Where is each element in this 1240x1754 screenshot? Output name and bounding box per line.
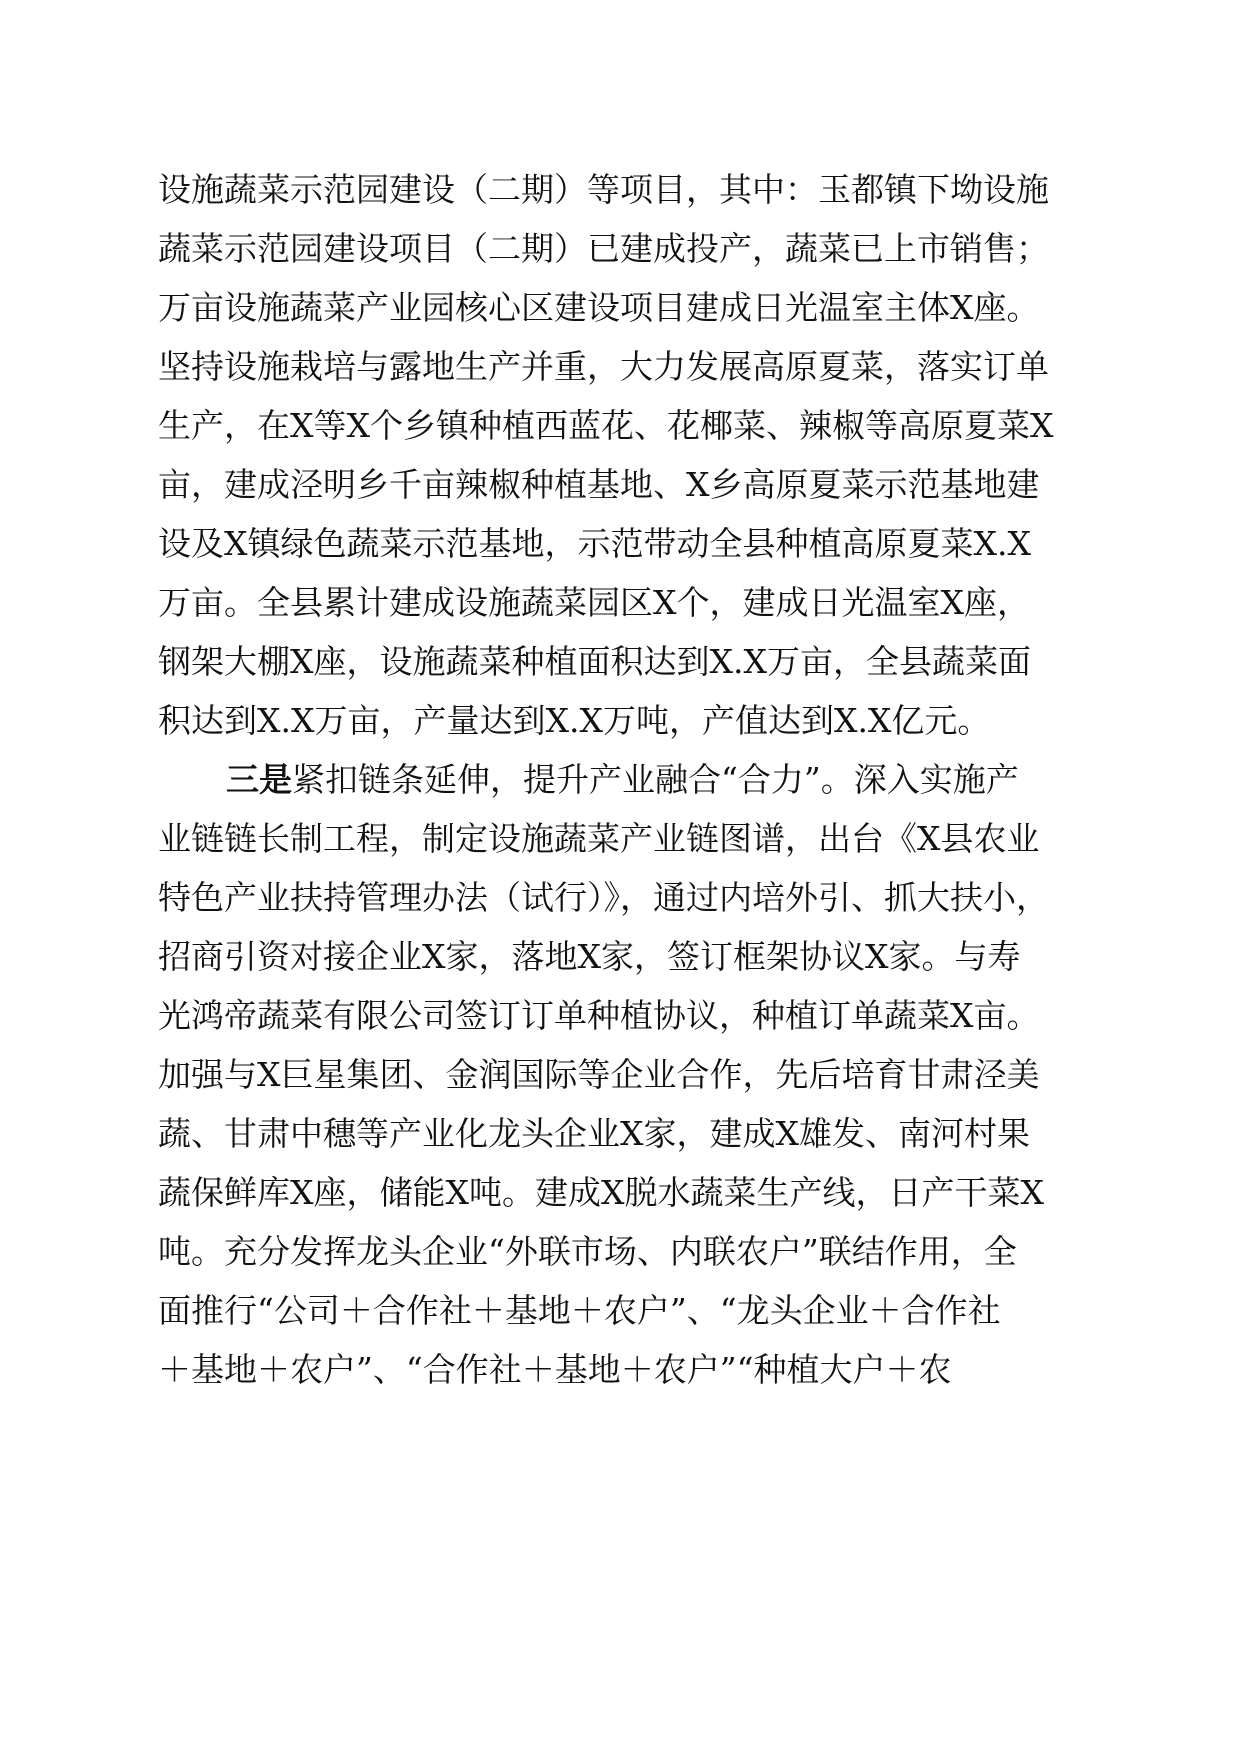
text-line: 生产，在X等X个乡镇种植西蓝花、花椰菜、辣椒等高原夏菜X: [158, 406, 1054, 445]
text-line: 面推行“公司＋合作社＋基地＋农户”、“龙头企业＋合作社: [158, 1291, 1001, 1330]
text-line: 坚持设施栽培与露地生产并重，大力发展高原夏菜，落实订单: [158, 347, 1049, 386]
text-line: 特色产业扶持管理办法（试行）》，通过内培外引、抓大扶小，: [158, 878, 1049, 917]
text-line: 业链链长制工程，制定设施蔬菜产业链图谱，出台《X县农业: [158, 819, 1040, 858]
paragraph-lead-bold: 三是: [226, 760, 292, 799]
text-line: 钢架大棚X座，设施蔬菜种植面积达到X.X万亩，全县蔬菜面: [158, 642, 1031, 681]
text-line: 蔬保鲜库X座，储能X吨。建成X脱水蔬菜生产线，日产干菜X: [158, 1173, 1044, 1212]
text-line: 光鸿帝蔬菜有限公司签订订单种植协议，种植订单蔬菜X亩。: [158, 996, 1040, 1035]
text-line: 万亩设施蔬菜产业园核心区建设项目建成日光温室主体X座。: [158, 288, 1040, 327]
text-line: 吨。充分发挥龙头企业“外联市场、内联农户”联结作用，全: [158, 1232, 1017, 1271]
text-line: 蔬菜示范园建设项目（二期）已建成投产，蔬菜已上市销售；: [158, 229, 1049, 268]
text-line: 加强与X巨星集团、金润国际等企业合作，先后培育甘肃泾美: [158, 1055, 1040, 1094]
text-line: 亩，建成泾明乡千亩辣椒种植基地、X乡高原夏菜示范基地建: [158, 465, 1040, 504]
text-line: 设施蔬菜示范园建设（二期）等项目，其中：玉都镇下坳设施: [158, 170, 1049, 209]
text-line: 招商引资对接企业X家，落地X家，签订框架协议X家。与寿: [158, 937, 1021, 976]
text-line: 设及X镇绿色蔬菜示范基地，示范带动全县种植高原夏菜X.X: [158, 524, 1031, 563]
text-line: 积达到X.X万亩，产量达到X.X万吨，产值达到X.X亿元。: [158, 701, 991, 740]
paragraph-lead-line: [226, 760, 1019, 800]
text-line: 蔬、甘肃中穗等产业化龙头企业X家，建成X雄发、南河村果: [158, 1114, 1030, 1153]
text-line: ＋基地＋农户”、“合作社＋基地＋农户”“种植大户＋农: [158, 1350, 952, 1389]
paragraph-lead-text: 紧扣链条延伸，提升产业融合“合力”。深入实施产: [292, 760, 1019, 799]
text-line: 万亩。全县累计建成设施蔬菜园区X个，建成日光温室X座，: [158, 583, 1030, 622]
